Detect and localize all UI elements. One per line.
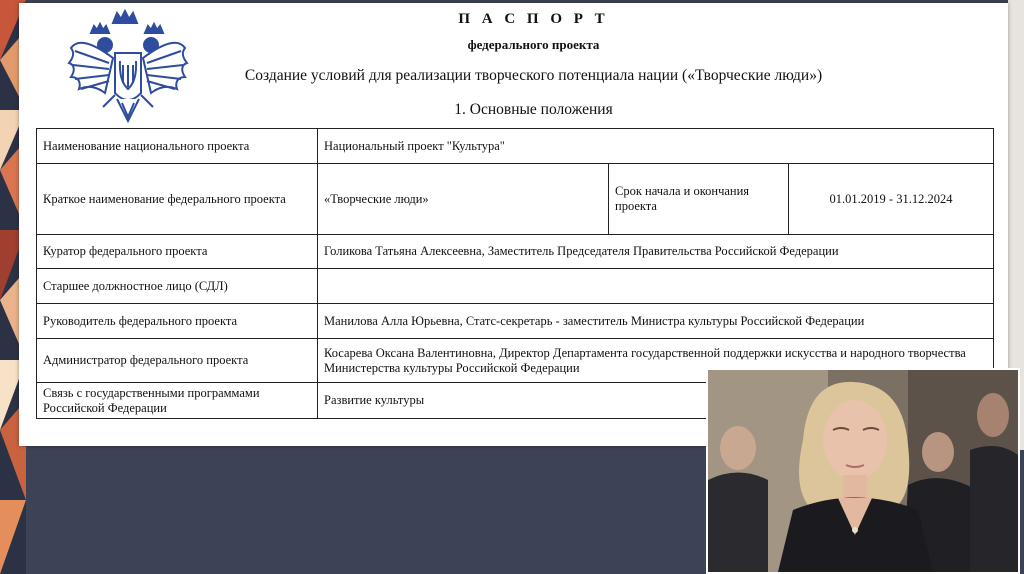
row-label: Администратор федерального проекта — [37, 339, 318, 383]
row-value — [318, 269, 994, 304]
table-row — [37, 269, 994, 304]
row-value: Голикова Татьяна Алексеевна, Заместитель Председателя Правительства Российской Федерации — [318, 235, 994, 269]
row-label: Краткое наименование федерального проекта — [37, 164, 318, 235]
row-label: Наименование национального проекта — [37, 129, 318, 164]
table-row — [37, 164, 994, 235]
row-label: Связь с государственными программами Российской Федерации — [37, 383, 318, 419]
document-title: П А С П О Р Т — [458, 11, 609, 27]
row-extra-value: 01.01.2019 - 31.12.2024 — [789, 164, 994, 235]
row-value: «Творческие люди» — [318, 164, 609, 235]
portrait-illustration — [708, 370, 1018, 572]
row-value: Национальный проект "Культура" — [318, 129, 994, 164]
row-label: Старшее должностное лицо (СДЛ) — [37, 269, 318, 304]
project-name: Создание условий для реализации творческого потенциала нации («Творческие люди») — [244, 67, 823, 84]
table-row — [37, 129, 994, 164]
table-row — [37, 304, 994, 339]
document-subtitle: федерального проекта — [467, 37, 600, 52]
row-label: Руководитель федерального проекта — [37, 304, 318, 339]
row-extra-label: Срок начала и окончания проекта — [609, 164, 789, 235]
table-row — [37, 235, 994, 269]
official-photo — [706, 368, 1020, 574]
row-value: Косарева Оксана Валентиновна, Директор Департамента государственной поддержки искусства и народного творчества Министерства культуры Российской Федерации — [318, 339, 994, 383]
row-value: Манилова Алла Юрьевна, Статс-секретарь - заместитель Министра культуры Российской Федерации — [318, 304, 994, 339]
row-label: Куратор федерального проекта — [37, 235, 318, 269]
section-heading: 1. Основные положения — [454, 101, 613, 118]
row-value: Развитие культуры — [318, 383, 994, 419]
